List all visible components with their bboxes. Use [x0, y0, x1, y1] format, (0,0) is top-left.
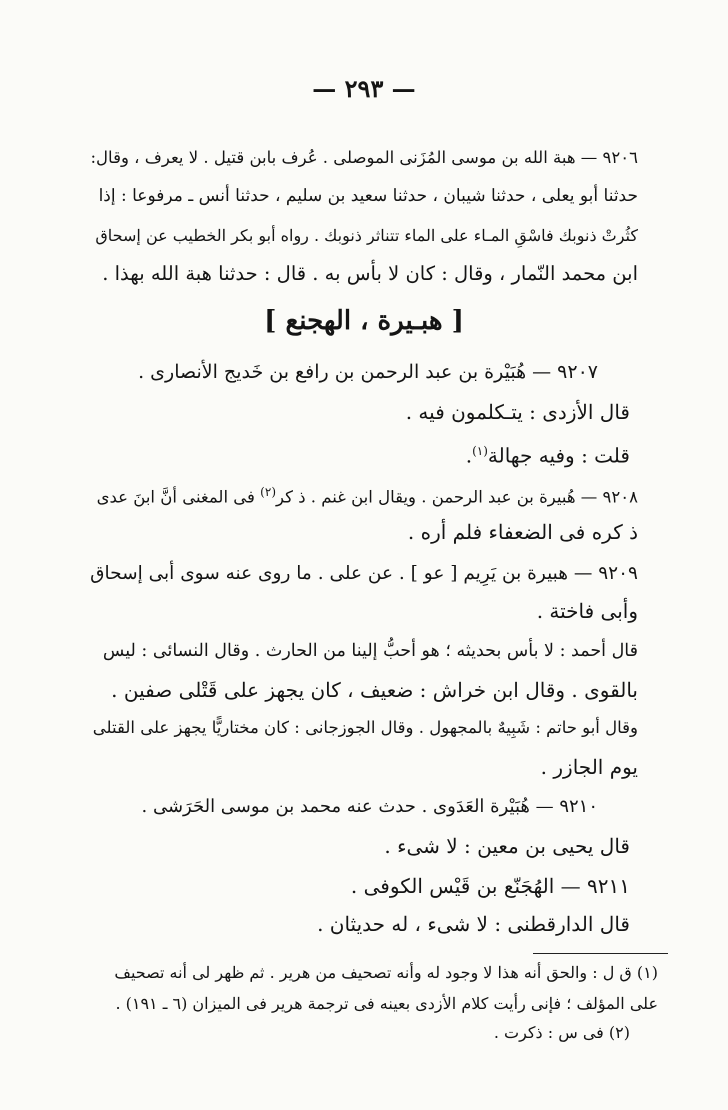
entry-9206-line-3: كثُرتْ ذنوبك فاسْقِ المـاء على الماء تتناثر ذنوبك . رواه أبو بكر الخطيب عن إسحاق — [95, 226, 638, 245]
entry-9208-text-tail: فى المغنى أنَّ ابنَ عدى — [96, 487, 261, 507]
footnote-1-line-2: على المؤلف ؛ فإنى رأيت كلام الأزدى بعينه فى ترجمة هرير فى الميزان (٦ ـ ١٩١) . — [115, 994, 658, 1013]
entry-9206-line-1: ٩٢٠٦ — هبة الله بن موسى المُزَنى الموصلى . عُرف بابن قتيل . لا يعرف ، وقال: — [90, 148, 638, 167]
entry-9206-line-4: ابن محمد النّمار ، وقال : كان لا بأس به . قال : حدثنا هبة الله بهذا . — [102, 262, 638, 285]
footnote-ref-1: (١) — [472, 444, 488, 458]
entry-9211-line-2: قال الدارقطنى : لا شىء ، له حديثان . — [317, 912, 630, 936]
entry-9209-line-4: بالقوى . وقال ابن خراش : ضعيف ، كان يجهز على قَتْلى صفين . — [111, 678, 638, 702]
page-number: — ٢٩٣ — — [312, 74, 416, 103]
entry-9209-line-5: وقال أبو حاتم : شَبِيهٌ بالمجهول . وقال الجوزجانى : كان مختاريًّا يجهز على القتلى — [92, 718, 638, 737]
entry-9207-line-3: قلت : وفيه جهالة$^{(١)}$. — [465, 443, 630, 468]
entry-9207-line-1: ٩٢٠٧ — هُبَيْرة بن عبد الرحمن بن رافع بن خَديج الأنصارى . — [138, 361, 598, 383]
entry-9208-line-2: ذ كره فى الضعفاء فلم أره . — [407, 520, 638, 544]
footnote-1-line-1: (١) ق ل : والحق أنه هذا لا وجود له وأنه تصحيف من هرير . ثم ظهر لى أنه تصحيف — [114, 963, 658, 982]
footnote-ref-2: (٢) — [260, 485, 276, 499]
footnote-divider — [533, 953, 668, 954]
entry-9208-line-1 — [97, 478, 638, 512]
entry-9207-text: قلت : وفيه جهالة — [487, 443, 630, 468]
entry-9208-text: ٩٢٠٨ — هُبيرة بن عبد الرحمن . ويقال ابن غنم . ذ كر — [276, 487, 638, 507]
entry-9211-line-1: ٩٢١١ — الهُجَنّع بن قَيْس الكوفى . — [350, 874, 630, 898]
section-title: [ هبـيرة ، الهجنع ] — [264, 306, 464, 336]
entry-9207-line-2: قال الأزدى : يتـكلمون فيه . — [405, 400, 630, 424]
entry-9209-line-6: يوم الجازر . — [540, 755, 638, 779]
entry-9210-line-2: قال يحيى بن معين : لا شىء . — [384, 834, 630, 858]
entry-9209-line-2: وأبى فاختة . — [536, 599, 638, 623]
entry-9210-line-1: ٩٢١٠ — هُبَيْرة العَدَوى . حدث عنه محمد بن موسى الحَرَشى . — [141, 796, 598, 817]
footnote-2: (٢) فى س : ذكرت . — [493, 1023, 630, 1042]
entry-9209-line-1: ٩٢٠٩ — هبيرة بن يَرِيم [ عو ] . عن على . ما روى عنه سوى أبى إسحاق — [90, 563, 638, 584]
entry-9209-line-3: قال أحمد : لا بأس بحديثه ؛ هو أحبُّ إلينا من الحارث . وقال النسائى : ليس — [102, 641, 638, 661]
entry-9206-line-2: حدثنا أبو يعلى ، حدثنا شيبان ، حدثنا سعيد بن سليم ، حدثنا أنس ـ مرفوعا : إذا — [98, 186, 638, 206]
